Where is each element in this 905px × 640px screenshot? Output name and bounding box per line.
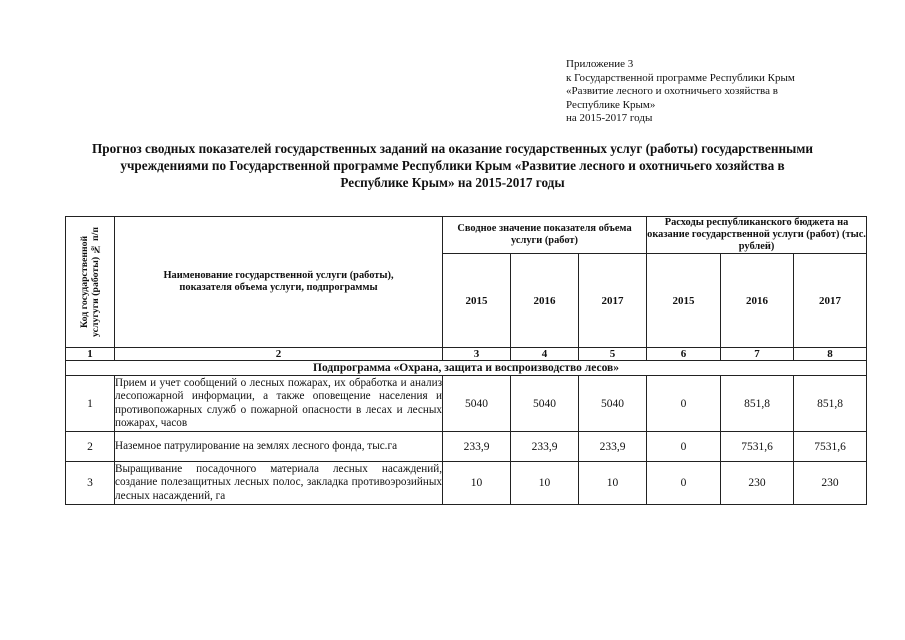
indicators-table <box>65 216 867 505</box>
column-number-row <box>66 348 867 361</box>
column-number: 5 <box>579 348 647 361</box>
annex-line: Приложение 3 <box>566 58 634 70</box>
column-number: 2 <box>115 348 443 361</box>
column-number: 8 <box>794 348 867 361</box>
annex-line: на 2015-2017 годы <box>566 112 653 124</box>
row-volume-2015: 10 <box>443 462 511 505</box>
row-budget-2015: 0 <box>647 462 721 505</box>
column-number: 7 <box>721 348 794 361</box>
row-budget-2016: 230 <box>721 462 794 505</box>
row-name: Выращивание посадочного материала лесных насаждений, создание полезащитных лесных полос, закладка противоэрозийных лесных насаждений, га <box>115 462 443 505</box>
header-name <box>115 217 443 348</box>
column-number: 3 <box>443 348 511 361</box>
row-volume-2017: 233,9 <box>579 432 647 462</box>
row-code: 1 <box>66 376 115 432</box>
header-year: 2017 <box>579 254 647 348</box>
row-name: Прием и учет сообщений о лесных пожарах, их обработка и анализ лесопожарной информации, а также оповещение населения и противопожарных служб о пожарной опасности в лесах и лесных пожарах, часов <box>115 376 443 432</box>
row-budget-2017: 7531,6 <box>794 432 867 462</box>
row-volume-2016: 10 <box>511 462 579 505</box>
header-name-text: Наименование государственной услуги (работы), показателя объема услуги, подпрограммы <box>163 270 394 293</box>
row-volume-2015: 233,9 <box>443 432 511 462</box>
header-volume-group: Сводное значение показателя объема услуги (работ) <box>443 217 647 254</box>
annex-note <box>566 58 795 126</box>
header-year: 2016 <box>721 254 794 348</box>
header-budget-group: Расходы республиканского бюджета на оказание государственной услуги (работ) (тыс. рублей) <box>647 217 866 252</box>
row-budget-2016: 7531,6 <box>721 432 794 462</box>
annex-line: к Государственной программе Республики Крым <box>566 71 795 84</box>
row-name: Наземное патрулирование на землях лесного фонда, тыс.га <box>115 432 443 462</box>
table-row <box>66 376 867 432</box>
header-year: 2015 <box>647 254 721 348</box>
document-title <box>20 140 885 191</box>
title-line: учреждениями по Государственной программе Республики Крым «Развитие лесного и охотничьего хозяйства в <box>120 158 785 173</box>
column-number: 4 <box>511 348 579 361</box>
row-volume-2016: 5040 <box>511 376 579 432</box>
subprogram-row <box>66 361 867 376</box>
row-budget-2017: 230 <box>794 462 867 505</box>
row-budget-2015: 0 <box>647 432 721 462</box>
header-code-text: Код государственной услугуги (работы) № п/п <box>79 227 101 338</box>
row-budget-2016: 851,8 <box>721 376 794 432</box>
row-budget-2015: 0 <box>647 376 721 432</box>
title-line: Республике Крым» на 2015-2017 годы <box>340 175 565 190</box>
header-year: 2015 <box>443 254 511 348</box>
header-year: 2017 <box>794 254 867 348</box>
subprogram-title: Подпрограмма «Охрана, защита и воспроизводство лесов» <box>66 361 867 376</box>
row-volume-2016: 233,9 <box>511 432 579 462</box>
table-row <box>66 462 867 505</box>
header-code <box>66 217 115 348</box>
row-budget-2017: 851,8 <box>794 376 867 432</box>
annex-line: «Развитие лесного и охотничьего хозяйства в <box>566 85 778 97</box>
row-code: 2 <box>66 432 115 462</box>
row-volume-2017: 5040 <box>579 376 647 432</box>
row-volume-2015: 5040 <box>443 376 511 432</box>
header-year: 2016 <box>511 254 579 348</box>
annex-line: Республике Крым» <box>566 98 656 111</box>
row-volume-2017: 10 <box>579 462 647 505</box>
column-number: 1 <box>66 348 115 361</box>
table-row <box>66 432 867 462</box>
row-code: 3 <box>66 462 115 505</box>
column-number: 6 <box>647 348 721 361</box>
title-line: Прогноз сводных показателей государственных заданий на оказание государственных услуг (работы) государственными <box>92 141 813 156</box>
